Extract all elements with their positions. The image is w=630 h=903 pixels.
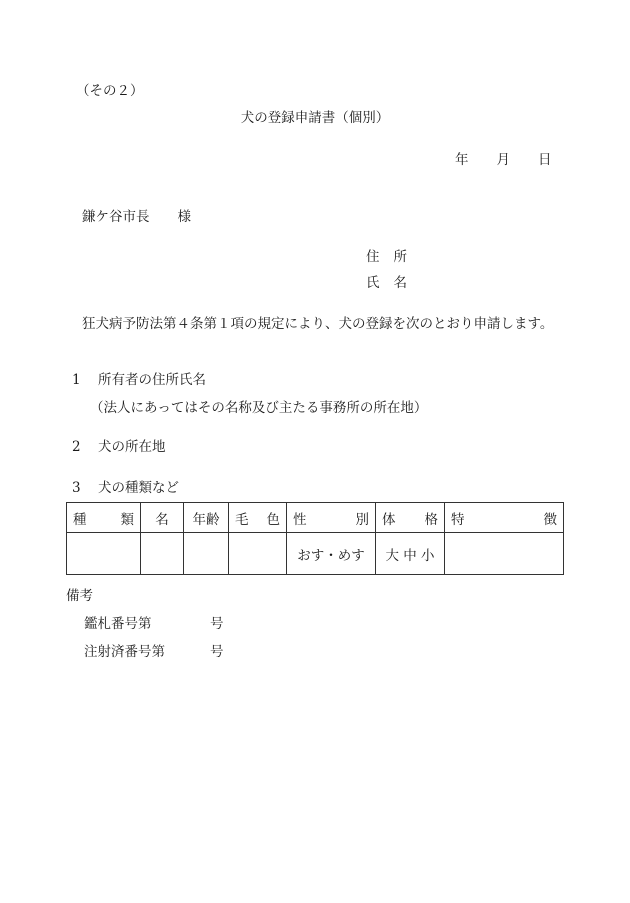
tag-number-line — [84, 612, 244, 632]
item-dog-details — [72, 476, 179, 496]
applicant-name-label: 氏名 — [366, 275, 421, 291]
dog-details-table — [66, 502, 564, 575]
applicant-address-label: 住所 — [366, 249, 421, 265]
header-size-char-2: 格 — [424, 511, 438, 528]
injection-number-suffix: 号 — [210, 644, 224, 660]
item-owner-text: 所有者の住所氏名 — [98, 372, 206, 388]
header-color-char-1: 毛 — [235, 511, 249, 528]
header-name: 名 — [141, 503, 184, 533]
table-header-row — [67, 503, 564, 533]
header-kind-char-1: 種 — [73, 511, 87, 528]
addressee — [82, 205, 191, 225]
item-dog-location-text: 犬の所在地 — [98, 439, 166, 455]
tag-number-suffix: 号 — [210, 616, 224, 632]
header-sex-char-2: 別 — [355, 511, 369, 528]
cell-coat-color[interactable] — [229, 533, 287, 575]
header-kind — [67, 503, 141, 533]
header-size-char-1: 体 — [382, 511, 396, 528]
item-dog-location — [72, 435, 166, 455]
date-line — [455, 148, 552, 168]
tag-number-label: 鑑札番号第 — [84, 616, 152, 632]
date-day-label: 日 — [538, 152, 552, 168]
item-dog-details-text: 犬の種類など — [98, 480, 179, 496]
addressee-honorific: 様 — [177, 209, 191, 225]
item-owner — [72, 368, 206, 388]
injection-number-label: 注射済番号第 — [84, 644, 165, 660]
header-sex — [287, 503, 376, 533]
cell-sex-options[interactable]: おす・めす — [287, 533, 376, 575]
cell-features[interactable] — [445, 533, 564, 575]
date-month-label: 月 — [496, 152, 510, 168]
application-statement: 狂犬病予防法第４条第１項の規定により、犬の登録を次のとおり申請します。 — [82, 316, 554, 332]
cell-name[interactable] — [141, 533, 184, 575]
date-year-label: 年 — [455, 152, 469, 168]
item-owner-note: （法人にあってはその名称及び主たる事務所の所在地） — [90, 400, 428, 416]
header-features — [445, 503, 564, 533]
header-kind-char-2: 類 — [120, 511, 134, 528]
cell-size-options[interactable]: 大 中 小 — [376, 533, 445, 575]
table-row — [67, 533, 564, 575]
document-title: 犬の登録申請書（個別） — [240, 110, 390, 126]
header-size — [376, 503, 445, 533]
header-feature-char-1: 特 — [451, 511, 465, 528]
header-note: （その２） — [76, 83, 144, 99]
item-dog-details-number: 3 — [72, 480, 81, 496]
cell-kind[interactable] — [67, 533, 141, 575]
remarks-label: 備考 — [66, 588, 93, 604]
addressee-name: 鎌ケ谷市長 — [82, 209, 150, 225]
header-age: 年齢 — [184, 503, 229, 533]
header-sex-char-1: 性 — [293, 511, 307, 528]
cell-age[interactable] — [184, 533, 229, 575]
item-owner-number: 1 — [72, 372, 81, 388]
item-dog-location-number: 2 — [72, 439, 81, 455]
header-color-char-2: 色 — [266, 511, 280, 528]
header-feature-char-2: 徴 — [543, 511, 557, 528]
injection-number-line — [84, 640, 244, 660]
header-coat-color — [229, 503, 287, 533]
